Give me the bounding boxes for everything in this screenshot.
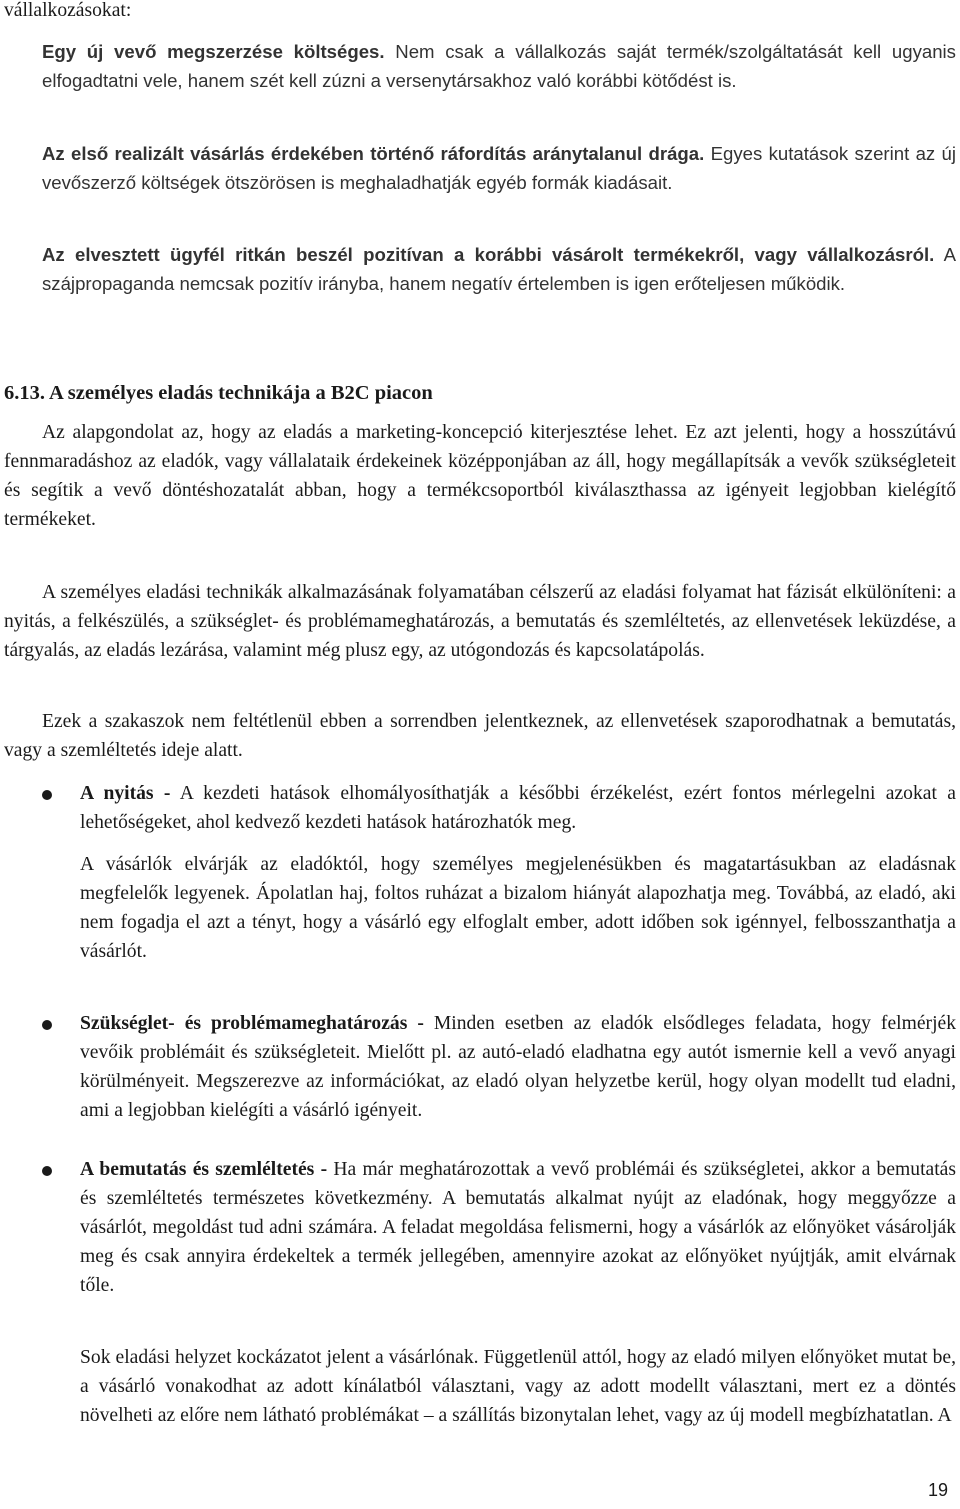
- body-paragraph: A személyes eladási technikák alkalmazásának folyamatában célszerű az eladási folyamat hat fázisát elkülöníteni: a nyitás, a felkészülés, a szükséglet- és problémameghatározás, a bemutatás és szemléltetés, az ellenvetések leküzdése, a tárgyalás, az eladás lezárása, valamint még plusz egy, az utógondozás és kapcsolatápolás.: [4, 582, 956, 661]
- bullet-body: A kezdeti hatások elhomályosíthatják a későbbi érzékelést, ezért fontos mérlegelni azokat a lehetőségeket, ahol kedvező kezdeti hatások határozhatók meg.: [80, 783, 956, 833]
- item-text: Nem csak a vállalkozás saját termék/szolgáltatását kell ugyanis elfogadtatni vele, hanem szét kell zúzni a versenytársakhoz való korábbi kötődést is.: [42, 41, 956, 91]
- bullet-icon: [42, 1166, 52, 1176]
- list-item: [42, 139, 956, 197]
- bullet-text: [80, 779, 956, 837]
- body-paragraph: Az alapgondolat az, hogy az eladás a marketing-koncepció kiterjesztése lehet. Ez azt jelenti, hogy a hosszútávú fennmaradáshoz az eladók, vagy vállalataik érdekeinek középponjában az áll, hogy megállapítsák a vevők szükségleteit és segítik a vevő döntéshozatalát abban, hogy a termékcsoportból kiválaszthassa az igényeit legjobban kielégítő termékeket.: [4, 422, 956, 530]
- sub-paragraph: A vásárlók elvárják az eladóktól, hogy személyes megjelenésükben és magatartásukban az eladásnak megfelelők legyenek. Ápolatlan haj, foltos ruházat a bizalom hiányát alapozhatja meg. Továbbá, az eladó, aki nem fogadja el azt a tényt, hogy a vásárló egy elfoglalt ember, adott időben sok igénnyel, felbosszanthatja a vásárlót.: [80, 854, 956, 962]
- page-number: 19: [927, 1480, 948, 1500]
- bullet-text: [80, 1009, 956, 1125]
- bullet-bold: A nyitás -: [80, 783, 171, 804]
- item-bold: Az elvesztett ügyfél ritkán beszél pozitívan a korábbi vásárolt termékekről, vagy vállalkozásról.: [42, 244, 935, 265]
- sub-paragraph: Sok eladási helyzet kockázatot jelent a vásárlónak. Függetlenül attól, hogy az eladó milyen előnyöket mutat be, a vásárló vonakodhat az adott kínálatból választani, vagy az adott modellt választani, mert ez a döntés növelheti az előre nem látható problémákat – a szállítás bizonytalan lehet, vagy az új modell megbízhatatlan. A: [80, 1347, 956, 1426]
- intro-line: vállalkozásokat:: [4, 0, 132, 21]
- bullet-icon: [42, 790, 52, 800]
- list-item: [42, 37, 956, 95]
- item-bold: Egy új vevő megszerzése költséges.: [42, 41, 385, 62]
- bullet-icon: [42, 1020, 52, 1030]
- item-bold: Az első realizált vásárlás érdekében történő ráfordítás aránytalanul drága.: [42, 143, 705, 164]
- bullet-text: [80, 1155, 956, 1300]
- bullet-bold: Szükséglet- és problémameghatározás -: [80, 1013, 424, 1034]
- bullet-body: Minden esetben az eladók elsődleges feladata, hogy felmérjék vevőik problémáit és szükségleteit. Mielőtt pl. az autó-eladó eladhatna egy autót ismernie kell a vevő anyagi körülményeit. Megszerezve az információkat, az eladó olyan helyzetbe kerül, hogy olyan modellt tud eladni, ami a legjobban kielégíti a vásárló igényeit.: [80, 1013, 957, 1121]
- bullet-body: Ha már meghatározottak a vevő problémái és szükségletei, akkor a bemutatás és szemléltetés természetes következmény. A bemutatás alkalmat nyújt az eladónak, hogy meggyőzze a vásárlót, megoldást tud adni számára. A feladat megoldása felismerni, hogy a vásárlók az előnyöket vásárolják meg és csak annyira érdekeltek a termék jellegében, amennyire azokat az előnyöket nyújtják, amit elvárnak tőle.: [80, 1159, 956, 1296]
- item-text: Egyes kutatások szerint az új vevőszerző költségek ötszörösen is meghaladhatják egyéb formák kiadásait.: [42, 143, 956, 193]
- bullet-bold: A bemutatás és szemléltetés -: [80, 1159, 328, 1180]
- item-text: A szájpropaganda nemcsak pozitív irányba, hanem negatív értelemben is igen erőteljesen működik.: [42, 244, 957, 294]
- list-item: [42, 240, 956, 298]
- section-heading: 6.13. A személyes eladás technikája a B2C piacon: [4, 382, 433, 404]
- body-paragraph: Ezek a szakaszok nem feltétlenül ebben a sorrendben jelentkeznek, az ellenvetések szaporodhatnak a bemutatás, vagy a szemléltetés ideje alatt.: [4, 711, 956, 761]
